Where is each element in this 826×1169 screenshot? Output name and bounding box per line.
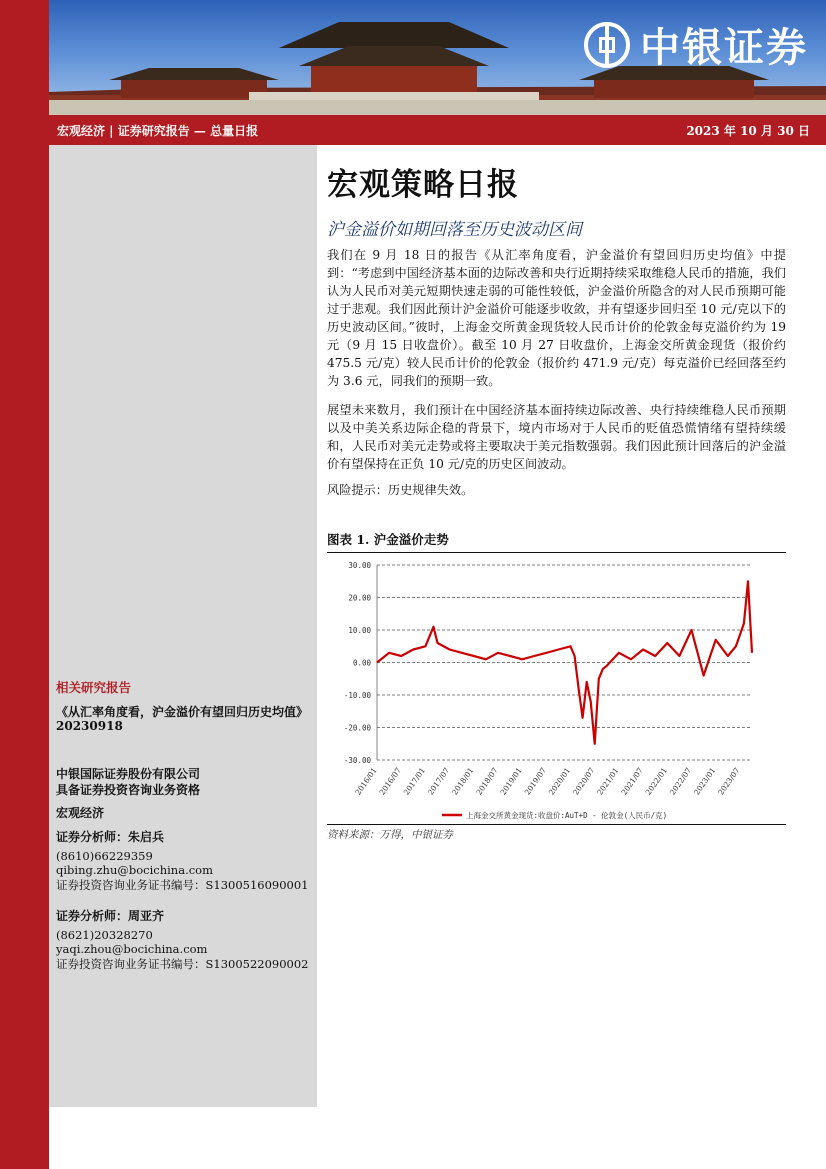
y-tick-label: 30.00	[348, 561, 371, 570]
analyst-email[interactable]: qibing.zhu@bocichina.com	[56, 863, 213, 877]
x-tick-label: 2017/07	[425, 765, 452, 797]
figure-title: 图表 1. 沪金溢价走势	[327, 530, 786, 553]
x-tick-label: 2019/07	[522, 765, 548, 797]
x-tick-label: 2017/01	[401, 765, 428, 797]
x-tick-label: 2016/01	[353, 765, 379, 797]
report-category-bar	[49, 115, 826, 145]
y-tick-label: 0.00	[352, 658, 371, 668]
x-tick-label: 2023/07	[716, 765, 742, 797]
analyst-name: 证券分析师：周亚齐	[56, 909, 165, 923]
y-tick-label: 10.00	[348, 626, 371, 635]
related-report-title[interactable]: 《从汇率角度看，沪金溢价有望回归历史均值》	[56, 705, 309, 719]
x-tick-label: 2023/01	[692, 765, 718, 797]
company-name: 中银国际证券股份有限公司	[56, 767, 201, 781]
x-tick-label: 2018/07	[474, 765, 500, 797]
boc-logo-icon	[584, 22, 630, 68]
x-tick-label: 2022/01	[643, 765, 669, 797]
x-tick-label: 2021/01	[595, 765, 621, 797]
y-tick-label: 20.00	[348, 593, 371, 603]
company-qualification: 具备证券投资咨询业务资格	[56, 783, 201, 797]
premium-chart	[327, 553, 786, 825]
related-report-date: 20230918	[56, 719, 123, 733]
left-brand-bar	[0, 0, 49, 1169]
body-paragraph: 展望未来数月，我们预计在中国经济基本面持续边际改善、央行持续维稳人民币预期以及中美关系边际企稳的背景下，境内市场对于人民币的贬值恐慌情绪有望持续缓和，人民币对美元走势或将主要取决于美元指数强弱。我们因此预计回落后的沪金溢价有望保持在正负 10 元/克的历史区间波动。	[327, 403, 786, 471]
header-banner	[49, 0, 826, 115]
x-tick-label: 2021/07	[619, 765, 645, 797]
y-tick-label: -30.00	[343, 756, 371, 765]
sidebar	[49, 145, 317, 1107]
report-date: 2023 年 10 月 30 日	[686, 123, 810, 138]
x-tick-label: 2020/07	[571, 765, 597, 797]
brand-logo	[584, 16, 808, 73]
risk-note: 风险提示：历史规律失效。	[327, 483, 474, 497]
premium-chart-svg	[327, 553, 786, 825]
analyst-phone: (8610)66229359	[56, 849, 153, 863]
analyst-cert: 证券投资咨询业务证书编号：S1300522090002	[56, 957, 309, 971]
report-subtitle: 沪金溢价如期回落至历史波动区间	[327, 220, 582, 240]
report-category: 宏观经济 | 证券研究报告 — 总量日报	[57, 123, 259, 138]
analyst-name: 证券分析师：朱启兵	[56, 830, 165, 844]
y-tick-label: -20.00	[343, 723, 371, 733]
sector-label: 宏观经济	[56, 806, 105, 820]
report-title: 宏观策略日报	[327, 167, 519, 203]
y-tick-label: -10.00	[343, 691, 371, 700]
analyst-phone: (8621)20328270	[56, 928, 153, 942]
figure-source: 资料来源：万得，中银证券	[327, 824, 786, 842]
x-tick-label: 2016/07	[377, 765, 403, 797]
related-reports-heading: 相关研究报告	[56, 680, 132, 695]
x-tick-label: 2020/01	[546, 765, 573, 797]
legend-label: 上海金交所黄金现货:收盘价:AuT+D - 伦敦金(人民币/克)	[466, 811, 668, 820]
x-tick-label: 2018/01	[450, 765, 476, 797]
x-tick-label: 2019/01	[498, 765, 524, 797]
analyst-email[interactable]: yaqi.zhou@bocichina.com	[56, 942, 208, 956]
body-paragraph: 我们在 9 月 18 日的报告《从汇率角度看，沪金溢价有望回归历史均值》中提到：“考虑到中国经济基本面的边际改善和央行近期持续采取维稳人民币的措施，我们认为人民币对美元短期快速走弱的可能性较低，沪金溢价所隐含的对人民币预期可能过于悲观。我们因此预计沪金溢价可能逐步收敛，并有望逐步回归至 10 元/克以下的历史波动区间。”彼时，上海金交所黄金现货较人民币计价的伦敦金每克溢价约为 19 元（9 月 15 日收盘价）。截至 10 月 27 日收盘价，上海金交所黄金现货（报价约 475.5 元/克）较人民币计价的伦敦金（报价约 471.9 元/克）每克溢价已经回落至约为 3.6 元，同我们的预期一致。	[327, 248, 786, 388]
x-tick-label: 2022/07	[667, 765, 694, 797]
brand-name: 中银证券	[640, 25, 808, 71]
analyst-cert: 证券投资咨询业务证书编号：S1300516090001	[56, 878, 309, 892]
